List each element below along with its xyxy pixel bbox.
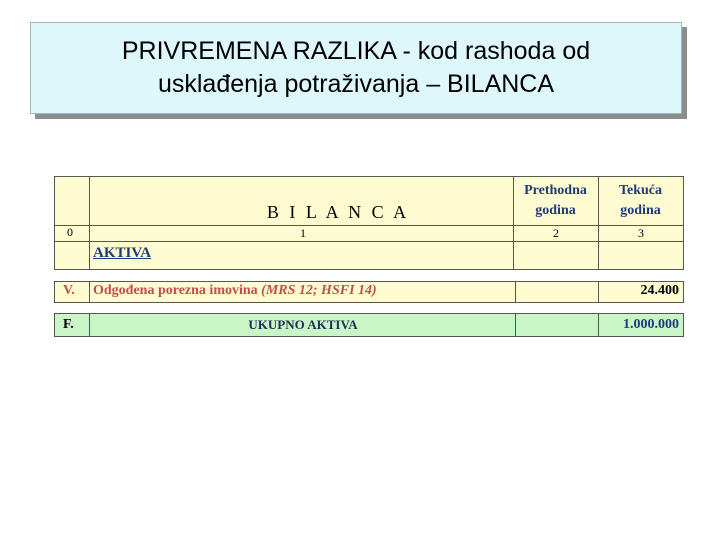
column-header-current-year (598, 181, 683, 221)
slide-title-line-2: usklađenja potraživanja – BILANCA (157, 70, 555, 98)
column-number-0: 0 (67, 225, 73, 239)
table-row (54, 281, 684, 303)
column-header-previous-line2: godina (535, 203, 576, 218)
column-header-current-line2: godina (620, 203, 661, 218)
column-number-2: 2 (553, 226, 559, 240)
section-aktiva: AKTIVA (93, 245, 152, 261)
column-divider (89, 282, 90, 302)
column-divider (89, 177, 90, 269)
column-header-previous-year (513, 181, 598, 221)
slide-title-line-1: PRIVREMENA RAZLIKA - kod rashoda od (121, 37, 591, 65)
balance-sheet-header (54, 176, 684, 270)
row-description: UKUPNO AKTIVA (248, 317, 358, 332)
row-divider (55, 225, 683, 226)
row-current-value: 1.000.000 (623, 317, 679, 332)
row-divider (55, 241, 683, 242)
column-header-current-line1: Tekuća (618, 183, 663, 198)
column-divider (598, 282, 599, 302)
column-header-previous-line1: Prethodna (524, 183, 587, 198)
column-divider (515, 282, 516, 302)
row-description-reference: (MRS 12; HSFI 14) (261, 283, 377, 298)
row-code: F. (63, 317, 74, 332)
column-number-3: 3 (638, 226, 644, 240)
column-divider (89, 314, 90, 336)
column-divider (598, 314, 599, 336)
row-current-value: 24.400 (640, 283, 679, 298)
bilanca-heading: B I L A N C A (266, 202, 410, 222)
slide-title-box (30, 22, 682, 114)
row-description-text: Odgođena porezna imovina (93, 283, 258, 298)
row-description (93, 283, 377, 299)
column-divider (515, 314, 516, 336)
table-row (54, 313, 684, 337)
column-number-1: 1 (300, 226, 306, 240)
row-code: V. (63, 283, 75, 298)
